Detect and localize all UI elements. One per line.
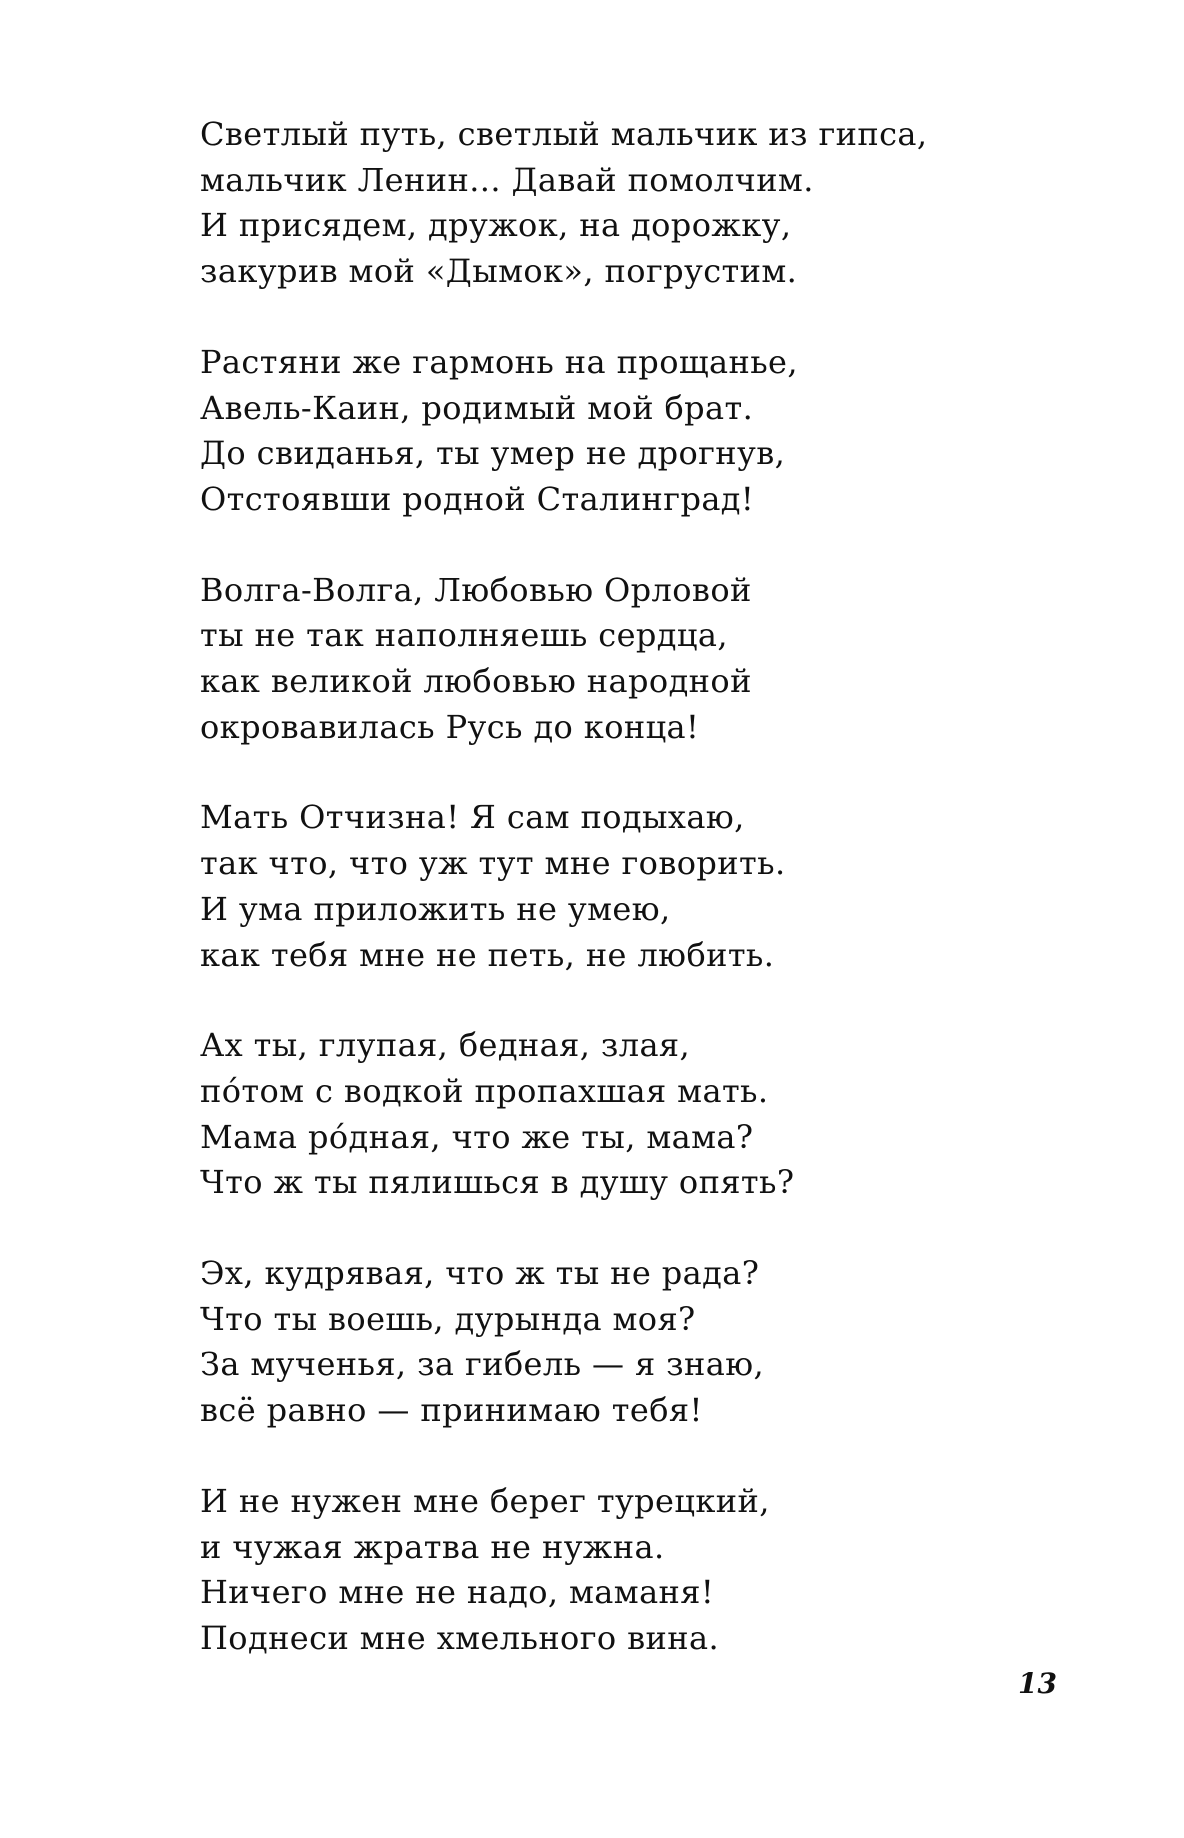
poem-line: Мать Отчизна! Я сам подыхаю,: [200, 798, 745, 837]
poem-line: Светлый путь, светлый мальчик из гипса,: [200, 115, 928, 153]
poem-line: закурив мой «Дымок», погрустим.: [200, 252, 798, 291]
poem-line: ты не так наполняешь сердца,: [200, 616, 728, 655]
stanza-1: [200, 112, 1080, 295]
poem-line: Эх, кудрявая, что ж ты не рада?: [200, 1254, 760, 1293]
stanza-2: [200, 340, 1080, 523]
poem-line: так что, что уж тут мне говорить.: [200, 844, 786, 883]
poem-body: [200, 112, 1080, 1662]
poem-line: Волга-Волга, Любовью Орловой: [200, 570, 752, 609]
poem-line: Авель-Каин, родимый мой брат.: [200, 388, 754, 427]
poem-line: и чужая жратва не нужна.: [200, 1527, 665, 1566]
poem-line: всё равно — принимаю тебя!: [200, 1391, 703, 1430]
stanza-4: [200, 795, 1080, 978]
stanza-3: [200, 568, 1080, 751]
poem-line: окровавилась Русь до конца!: [200, 707, 700, 746]
poem-line: За мученья, за гибель — я знаю,: [200, 1345, 765, 1384]
poem-line: Мама ро́дная, что же ты, мама?: [200, 1117, 754, 1156]
poem-line: И присядем, дружок, на дорожку,: [200, 206, 792, 245]
poem-line: Ах ты, глупая, бедная, злая,: [200, 1026, 691, 1065]
stanza-5: [200, 1023, 1080, 1206]
poem-line: Растяни же гармонь на прощанье,: [200, 342, 798, 381]
poem-line: как великой любовью народной: [200, 662, 752, 701]
poem-line: До свиданья, ты умер не дрогнув,: [200, 434, 786, 473]
poem-line: как тебя мне не петь, не любить.: [200, 935, 775, 974]
poem-line: Поднеси мне хмельного вина.: [200, 1618, 720, 1657]
poem-line: И ума приложить не умею,: [200, 889, 671, 928]
poem-line: Что ты воешь, дурында моя?: [200, 1299, 696, 1338]
poem-line: Отстоявши родной Сталинград!: [200, 479, 755, 518]
poem-line: по́том с водкой пропахшая мать.: [200, 1071, 769, 1110]
poem-line: И не нужен мне берег турецкий,: [200, 1481, 770, 1520]
page-number: 13: [1018, 1667, 1057, 1700]
stanza-7: [200, 1479, 1080, 1662]
stanza-6: [200, 1251, 1080, 1434]
poem-line: мальчик Ленин... Давай помолчим.: [200, 160, 814, 199]
poem-line: Ничего мне не надо, маманя!: [200, 1573, 715, 1612]
poem-line: Что ж ты пялишься в душу опять?: [200, 1163, 795, 1202]
